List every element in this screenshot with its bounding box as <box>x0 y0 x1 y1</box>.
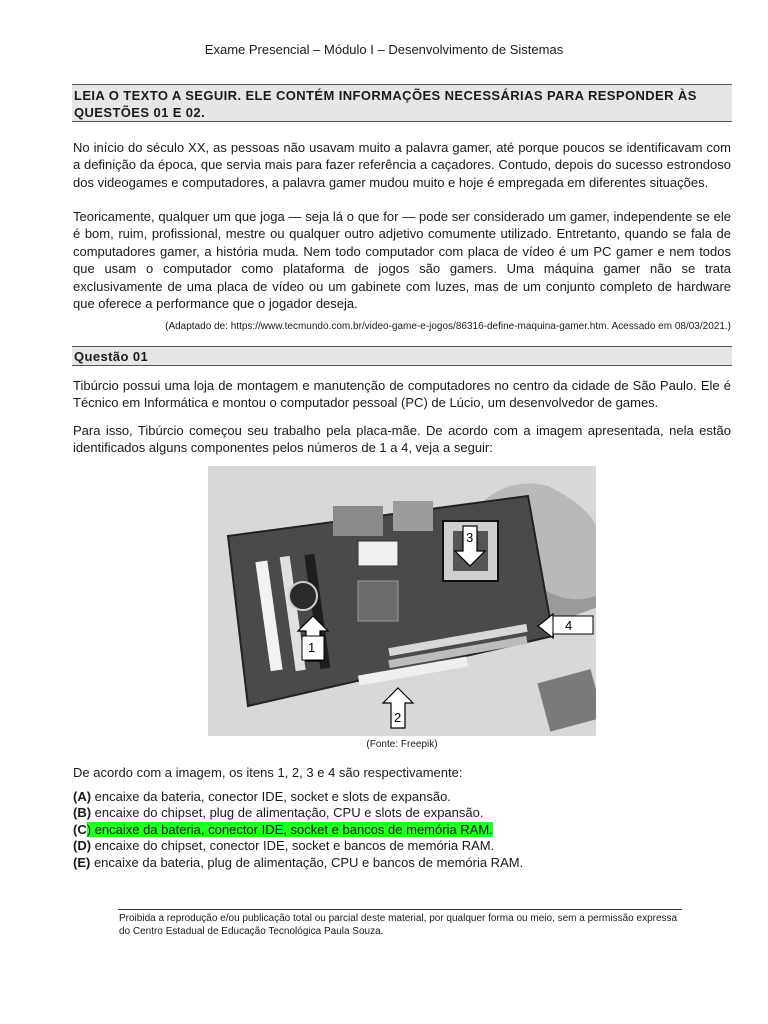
figure-label-3: 3 <box>466 530 474 545</box>
source-citation: (Adaptado de: https://www.tecmundo.com.br/video-game-e-jogos/86316-define-maquina-gamer.htm. Acessado em 08/03/2021.) <box>165 321 731 332</box>
option-text: encaixe da bateria, plug de alimentação, CPU e bancos de memória RAM. <box>90 854 524 870</box>
option-b <box>73 805 523 821</box>
answer-options <box>73 789 523 871</box>
figure-label-2: 2 <box>394 710 402 725</box>
question-lead: De acordo com a imagem, os itens 1, 2, 3 e 4 são respectivamente: <box>73 765 463 780</box>
question-paragraph-1: Tibúrcio possui uma loja de montagem e manutenção de computadores no centro da cidade de São Paulo. Ele é Técnico em Informática e montou o computador pessoal (PC) de Lúcio, um desenvolvedor de games. <box>73 378 731 411</box>
option-a <box>73 789 523 805</box>
figure-caption: (Fonte: Freepik) <box>366 739 438 750</box>
option-letter: (A) <box>73 789 92 804</box>
footer-divider <box>118 909 682 910</box>
intro-paragraph-2: Teoricamente, qualquer um que joga — seja lá o que for — pode ser considerado um gamer, independente se ele é bom, ruim, profissional, mestre ou qualquer outro adjetivo comumente utilizado. Entretanto, quando se fala de computadores gamer, a história muda. Nem todo computador com placa de vídeo é um PC gamer e nem todos que usam o computador como plataforma de jogos são gamers. Uma máquina gamer não se trata exclusivamente de uma placa de vídeo ou um gabinete com luzes, mas de um conjunto completo de hardware que oferece a performance que o jogador deseja. <box>73 209 731 312</box>
option-text: encaixe da bateria, conector IDE, socket e slots de expansão. <box>91 789 451 804</box>
option-letter: (D) <box>73 838 92 854</box>
motherboard-photo <box>208 466 596 736</box>
footer-notice: Proibida a reprodução e/ou publicação total ou parcial deste material, por qualquer forma ou meio, sem a permissão expressa do Centro Estadual de Educação Tecnológica Paula Souza. <box>119 913 678 937</box>
option-c <box>73 822 523 838</box>
intro-paragraph-1: No início do século XX, as pessoas não usavam muito a palavra gamer, até porque poucos se identificavam com a definição da época, que servia mais para fazer referência a caçadores. Contudo, depois do sucesso estrondoso dos videogames e computadores, a palavra gamer mudou muito e hoje é empregada em diferentes situações. <box>73 140 731 190</box>
option-e <box>73 855 523 871</box>
option-letter: (B) <box>73 805 92 821</box>
option-text: encaixe do chipset, plug de alimentação, CPU e slots de expansão. <box>91 805 484 821</box>
figure-label-1: 1 <box>308 640 316 655</box>
question-paragraph-2: Para isso, Tibúrcio começou seu trabalho pela placa-mãe. De acordo com a imagem apresentada, nela estão identificados alguns componentes pelos números de 1 a 4, veja a seguir: <box>73 423 731 456</box>
option-letter: (C <box>73 821 87 837</box>
option-d <box>73 838 523 854</box>
option-letter: (E) <box>73 854 91 870</box>
intro-heading: LEIA O TEXTO A SEGUIR. ELE CONTÉM INFORMAÇÕES NECESSÁRIAS PARA RESPONDER ÀS QUESTÕES 01 E 02. <box>72 84 732 122</box>
question-heading: Questão 01 <box>72 346 732 366</box>
figure-label-4: 4 <box>565 618 573 633</box>
option-text: encaixe do chipset, conector IDE, socket e bancos de memória RAM. <box>91 838 495 854</box>
option-text-highlighted: ) encaixe da bateria, conector IDE, socket e bancos de memória RAM. <box>86 821 493 837</box>
page-header: Exame Presencial – Módulo I – Desenvolvimento de Sistemas <box>204 42 564 57</box>
